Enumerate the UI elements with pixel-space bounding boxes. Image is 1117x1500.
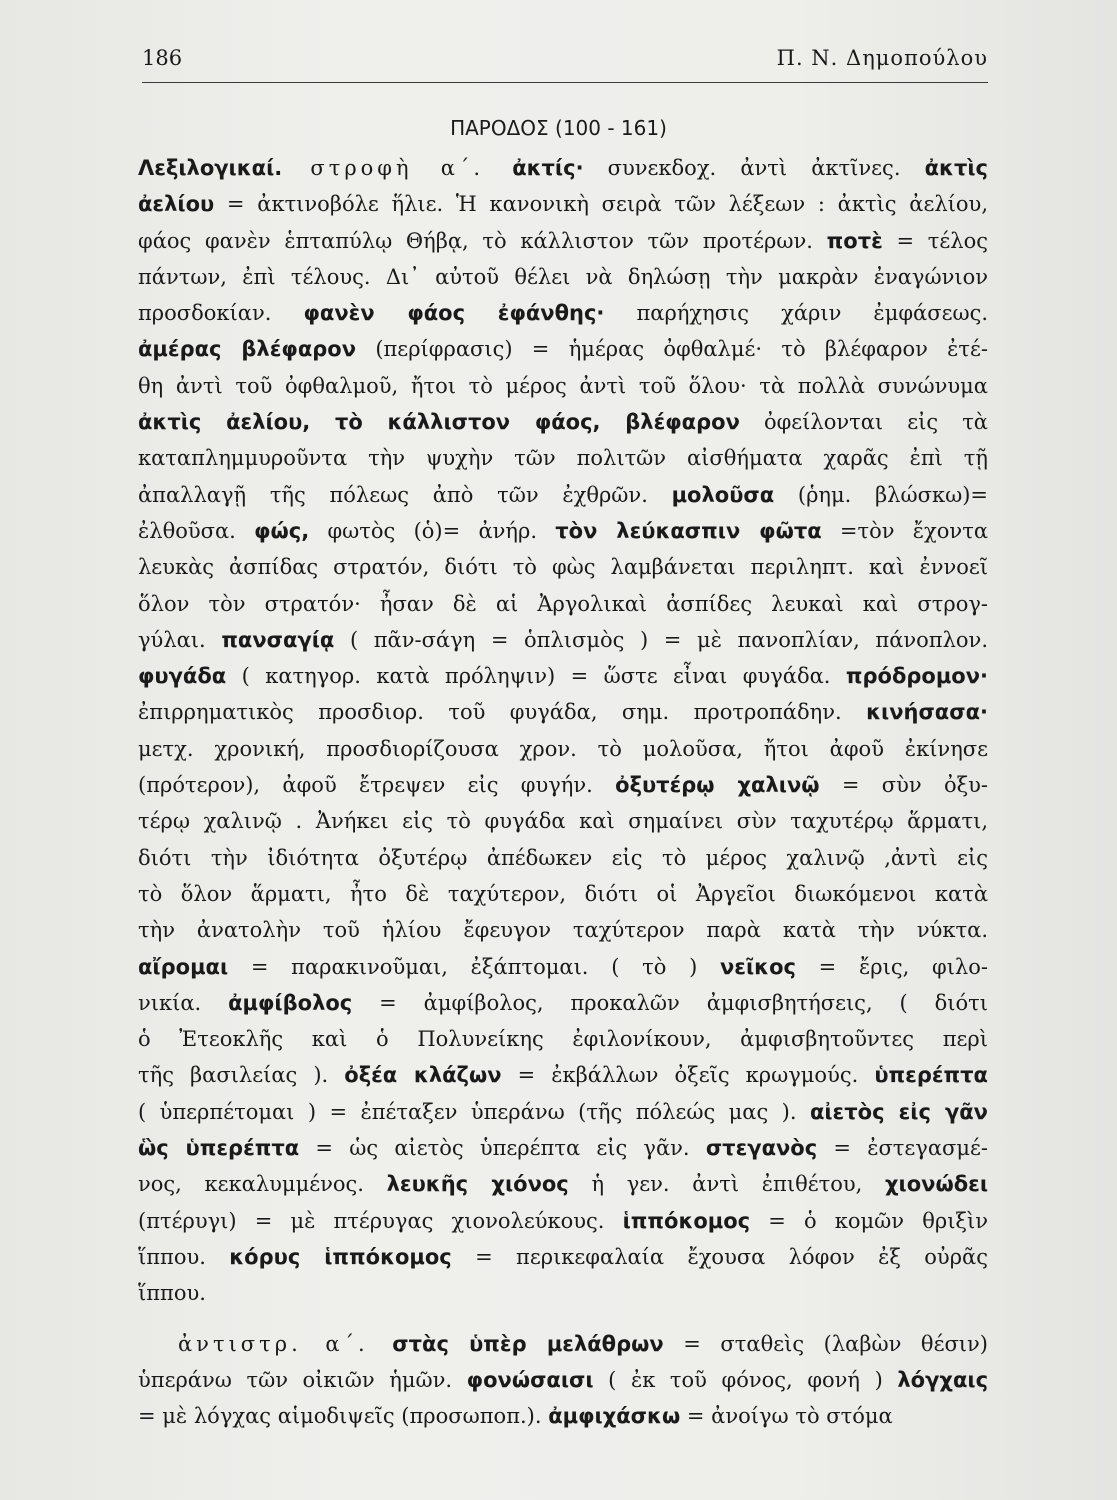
text-line — [138, 985, 988, 1021]
headword: ἀμφίβολος — [228, 990, 353, 1015]
text-line — [138, 658, 988, 694]
text-line — [138, 1057, 988, 1093]
headword: πανσαγίᾳ — [221, 627, 335, 652]
text-line — [138, 1203, 988, 1239]
text-line — [138, 549, 988, 585]
gloss-text: μετχ. χρονική, προσδιορίζουσα χρον. τὸ μολοῦσα, ἤτοι ἀφοῦ ἐκίνησε — [138, 736, 988, 761]
gloss-text: (ῥημ. βλώσκω)= — [774, 482, 988, 507]
headword: ὑπερέπτα — [874, 1063, 988, 1088]
gloss-text: = ὁ κομῶν θριξὶν — [750, 1208, 988, 1233]
gloss-text: διότι τὴν ἰδιότητα ὀξυτέρῳ ἀπέδωκεν εἰς τὸ μέρος χαλινῷ ,ἀντὶ εἰς — [138, 845, 988, 870]
gloss-text: ἵππου. — [138, 1244, 230, 1269]
gloss-text: (περίφρασις) = ἡμέρας ὀφθαλμέ· τὸ βλέφαρον ἐτέ- — [356, 337, 988, 362]
text-line — [138, 912, 988, 948]
headword: φώς, — [254, 518, 310, 543]
running-head: Π. Ν. Δημοπούλου — [776, 46, 988, 70]
headword: πρόδρομον· — [845, 664, 988, 689]
headword: ὣς ὑπερέπτα — [138, 1136, 300, 1161]
headword: στὰς ὑπὲρ μελάθρων — [392, 1331, 664, 1356]
text-line — [138, 259, 988, 295]
headword: ὀξυτέρῳ χαλινῷ — [615, 773, 820, 798]
gloss-text: τῆς βασιλείας ). — [138, 1063, 345, 1088]
text-line — [138, 404, 988, 440]
headword: αἴρομαι — [138, 954, 229, 979]
gloss-text: ὀφείλονται εἰς τὰ — [739, 410, 988, 435]
text-line — [138, 223, 988, 259]
text-line — [138, 1362, 988, 1398]
text-line — [138, 477, 988, 513]
text-line — [138, 1166, 988, 1202]
headword: φανὲν φάος ἐφάνθης· — [303, 301, 605, 326]
text-line — [138, 1239, 988, 1275]
commentary-text — [138, 150, 988, 1434]
gloss-text: παρήχησις χάριν ἐμφάσεως. — [604, 301, 988, 326]
headword: κόρυς ἱππόκομος — [229, 1244, 452, 1269]
headword: ὀξέα κλάζων — [344, 1063, 502, 1088]
gloss-text: = ἐστεγασμέ- — [817, 1136, 988, 1161]
gloss-text: νικία. — [138, 990, 229, 1015]
section-title: ΠΑΡΟΔΟΣ (100 - 161) — [450, 116, 667, 140]
headword: ἀκτὶς — [924, 156, 988, 180]
gloss-text: (πρότερον), ἀφοῦ ἔτρεψεν εἰς φυγήν. — [138, 773, 616, 798]
headword: νεῖκος — [719, 954, 796, 979]
gloss-text: = ἀμφίβολος, προκαλῶν ἀμφισβητήσεις, ( διότι — [352, 990, 988, 1015]
headword: ἀελίου — [138, 192, 215, 217]
text-line — [138, 1094, 988, 1130]
headword: ἀκτίς· — [512, 156, 584, 180]
gloss-text: ( ὑπερπέτομαι ) = ἐπέταξεν ὑπεράνω (τῆς πόλεώς μας ). — [138, 1099, 810, 1124]
gloss-text: τέρῳ χαλινῷ . Ἀνήκει εἰς τὸ φυγάδα καὶ σημαίνει σὺν ταχυτέρῳ ἅρματι, — [138, 809, 988, 834]
gloss-text: στροφὴ α΄. — [282, 156, 513, 180]
headword: αἰετὸς εἰς γᾶν — [809, 1099, 988, 1124]
headword: χιονώδει — [884, 1172, 988, 1197]
text-line — [138, 1398, 988, 1434]
gloss-text: συνεκδοχ. ἀντὶ ἀκτῖνες. — [583, 156, 925, 180]
gloss-text: = τέλος — [882, 228, 988, 253]
headword: ἀκτὶς ἀελίου, τὸ κάλλιστον φάος, βλέφαρον — [138, 410, 740, 435]
headword: στεγανὸς — [705, 1136, 818, 1161]
text-line — [138, 949, 988, 985]
text-line — [138, 1275, 988, 1311]
text-line — [138, 1130, 988, 1166]
gloss-text: πάντων, ἐπὶ τέλους. Δι᾽ αὐτοῦ θέλει νὰ δηλώσῃ τὴν μακρὰν ἐναγώνιον — [138, 264, 988, 289]
text-line — [138, 295, 988, 331]
gloss-text: ὁ Ἐτεοκλῆς καὶ ὁ Πολυνείκης ἐφιλονίκουν, ἀμφισβητοῦντες περὶ — [138, 1027, 988, 1052]
header-rule — [142, 82, 988, 83]
headword: ἀμφιχάσκω — [548, 1404, 681, 1429]
gloss-text: φάος φανὲν ἑπταπύλῳ Θήβᾳ, τὸ κάλλιστον τῶν προτέρων. — [138, 228, 827, 253]
gloss-text: ἡ γεν. ἀντὶ ἐπιθέτου, — [568, 1172, 885, 1197]
gloss-text: γύλαι. — [138, 627, 222, 652]
gloss-text: τὴν ἀνατολὴν τοῦ ἡλίου ἔφευγον ταχύτερον παρὰ κατὰ τὴν νύκτα. — [138, 918, 988, 943]
gloss-text: ( πᾶν-σάγη = ὁπλισμὸς ) = μὲ πανοπλίαν, πάνοπλον. — [334, 627, 988, 652]
paragraph-gap — [138, 1312, 988, 1326]
text-line — [138, 731, 988, 767]
gloss-text: = ἐκβάλλων ὀξεῖς κρωγμούς. — [501, 1063, 875, 1088]
gloss-text: (πτέρυγι) = μὲ πτέρυγας χιονολεύκους. — [138, 1208, 623, 1233]
page-number: 186 — [142, 46, 183, 70]
gloss-text: προσδοκίαν. — [138, 301, 304, 326]
text-line — [138, 513, 988, 549]
text-line — [138, 440, 988, 476]
gloss-text: ὑπεράνω τῶν οἰκιῶν ἡμῶν. — [138, 1367, 467, 1392]
page-header — [142, 46, 988, 74]
headword: φυγάδα — [138, 664, 227, 689]
gloss-text: = ἀνοίγω τὸ στόμα — [680, 1404, 893, 1429]
text-line — [138, 331, 988, 367]
gloss-text: λευκὰς ἀσπίδας στρατόν, διότι τὸ φὼς λαμβάνεται περιληπτ. καὶ ἐννοεῖ — [138, 555, 988, 580]
gloss-text: ἀντιστρ. α΄. — [178, 1331, 393, 1356]
headword: ποτὲ — [826, 228, 883, 253]
text-line — [138, 876, 988, 912]
gloss-text: = περικεφαλαία ἔχουσα λόφον ἐξ οὐρᾶς — [451, 1244, 988, 1269]
gloss-text: = σὺν ὀξυ- — [819, 773, 988, 798]
gloss-text: καταπλημμυροῦντα τὴν ψυχὴν τῶν πολιτῶν αἰσθήματα χαρᾶς ἐπὶ τῇ — [138, 446, 988, 471]
gloss-text: = σταθεὶς (λαβὼν θέσιν) — [663, 1331, 988, 1356]
text-line — [138, 622, 988, 658]
headword: Λεξιλογικαί. — [138, 156, 283, 180]
text-line — [138, 767, 988, 803]
gloss-text: ἀπαλλαγῇ τῆς πόλεως ἀπὸ τῶν ἐχθρῶν. — [138, 482, 672, 507]
headword: μολοῦσα — [671, 482, 775, 507]
headword: τὸν λεύκασπιν φῶτα — [555, 518, 822, 543]
headword: ἀμέρας βλέφαρον — [138, 337, 357, 362]
gloss-text: ἵππου. — [138, 1281, 206, 1306]
gloss-text: ἐλθοῦσα. — [138, 518, 255, 543]
gloss-text: = παρακινοῦμαι, ἐξάπτομαι. ( τὸ ) — [228, 954, 720, 979]
gloss-text: τὸ ὅλον ἅρματι, ἦτο δὲ ταχύτερον, διότι οἱ Ἀργεῖοι διωκόμενοι κατὰ — [138, 881, 988, 906]
gloss-text: = ἔρις, φιλο- — [795, 954, 988, 979]
gloss-text: ἐπιρρηματικὸς προσδιορ. τοῦ φυγάδα, σημ. προτροπάδην. — [138, 700, 867, 725]
headword: κινήσασα· — [866, 700, 988, 725]
headword: λευκῆς χιόνος — [386, 1172, 569, 1197]
text-line — [138, 1326, 988, 1362]
gloss-text: =τὸν ἔχοντα — [821, 518, 988, 543]
text-line — [138, 368, 988, 404]
text-line — [138, 1021, 988, 1057]
gloss-text: θη ἀντὶ τοῦ ὀφθαλμοῦ, ἤτοι τὸ μέρος ἀντὶ τοῦ ὅλου· τὰ πολλὰ συνώνυμα — [138, 373, 988, 398]
gloss-text: = μὲ λόγχας αἱμοδιψεῖς (προσωποπ.). — [138, 1404, 549, 1429]
gloss-text: ( κατηγορ. κατὰ πρόληψιν) = ὥστε εἶναι φυγάδα. — [226, 664, 846, 689]
text-line — [138, 840, 988, 876]
text-line — [138, 186, 988, 222]
gloss-text: φωτὸς (ὁ)= ἀνήρ. — [309, 518, 556, 543]
gloss-text: ( ἐκ τοῦ φόνος, φονή ) — [593, 1367, 898, 1392]
gloss-text: νος, κεκαλυμμένος. — [138, 1172, 387, 1197]
text-line — [138, 150, 988, 186]
headword: λόγχαις — [897, 1367, 988, 1392]
text-line — [138, 803, 988, 839]
gloss-text: = ὡς αἰετὸς ὑπερέπτα εἰς γᾶν. — [299, 1136, 706, 1161]
gloss-text: = ἀκτινοβόλε ἥλιε. Ἡ κανονικὴ σειρὰ τῶν λέξεων : ἀκτὶς ἀελίου, — [214, 192, 988, 217]
gloss-text: ὅλον τὸν στρατόν· ἦσαν δὲ αἱ Ἀργολικαὶ ἀσπίδες λευκαὶ καὶ στρογ- — [138, 591, 988, 616]
text-line — [138, 586, 988, 622]
text-line — [138, 694, 988, 730]
headword: φονώσαισι — [466, 1367, 594, 1392]
headword: ἱππόκομος — [622, 1208, 751, 1233]
